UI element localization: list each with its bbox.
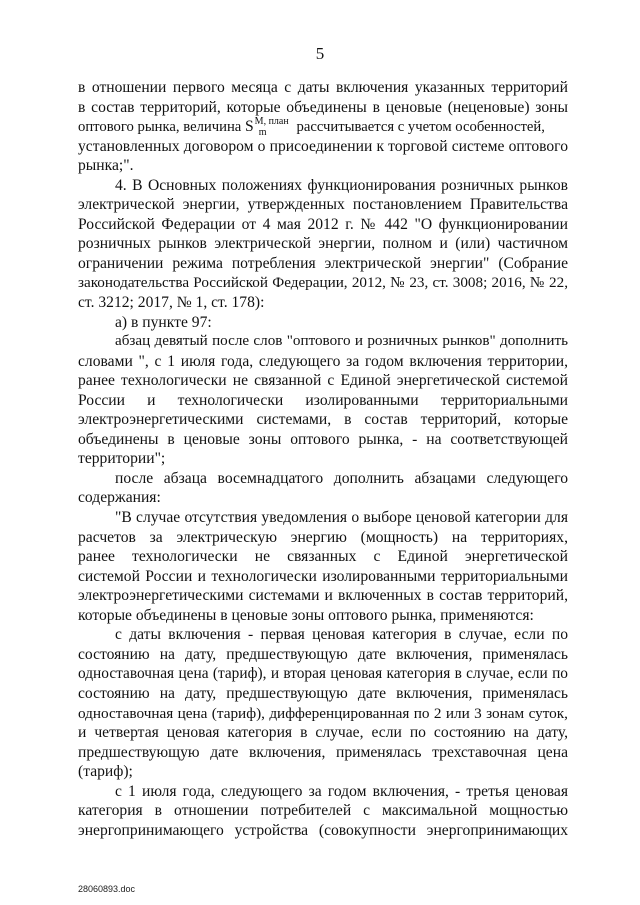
text-line: рынка;".: [78, 157, 134, 175]
paragraph-first-line: абзац девятый после слов "оптового и розничных рынков" дополнить: [115, 333, 568, 350]
text-line: Российской Федерации от 4 мая 2012 г. № 442 "О функционировании: [78, 215, 568, 233]
formula-prefix-text: оптового рынка, величина: [78, 119, 245, 136]
page-number: 5: [315, 44, 325, 63]
text-line: ранее технологически не связанных с Единой энергетической: [78, 548, 568, 566]
paragraph-first-line: а) в пункте 97:: [115, 313, 212, 331]
text-line: ранее технологически не связанной с Единой энергетической системой: [78, 372, 568, 390]
text-line: объединены в ценовые зоны оптового рынка, - на соответствующей: [78, 430, 568, 448]
text-line: ст. 3212; 2017, № 1, ст. 178):: [78, 294, 265, 312]
text-line: и четвертая ценовая категория в случае, если по состоянию на дату,: [78, 724, 568, 742]
text-line: законодательства Российской Федерации, 2012, № 23, ст. 3008; 2016, № 22,: [78, 274, 568, 292]
formula-main-letter: S: [244, 118, 254, 136]
paragraph-first-line: после абзаца восемнадцатого дополнить абзацами следующего: [115, 469, 568, 487]
paragraph-first-line: с 1 июля года, следующего за годом включения, - третья ценовая: [115, 782, 568, 800]
formula-symbol: [244, 116, 289, 139]
text-line: расчетов за электрическую энергию (мощность) на территориях,: [78, 528, 568, 546]
document-body: [78, 78, 568, 840]
text-line: территории";: [78, 450, 166, 468]
text-line: в состав территорий, которые объединены в ценовые (неценовые) зоны: [78, 98, 568, 116]
text-line: установленных договором о присоединении к торговой системе оптового: [78, 137, 568, 155]
text-line: России и технологически изолированными территориальными: [78, 391, 568, 409]
text-line-with-formula: [78, 117, 568, 137]
text-line: категория в отношении потребителей с максимальной мощностью: [78, 802, 568, 820]
text-line: состоянию на дату, предшествующую дате включения, применялась: [78, 645, 568, 663]
text-line: электрической энергии, утвержденных постановлением Правительства: [78, 196, 568, 214]
text-line: которые объединены в ценовые зоны оптового рынка, применяются:: [78, 606, 534, 624]
text-line: розничных рынков электрической энергии, полном и (или) частичном: [78, 235, 568, 253]
paragraph-first-line: "В случае отсутствия уведомления о выборе ценовой категории для: [115, 509, 568, 527]
text-line: (тариф);: [78, 763, 133, 781]
text-line: энергопринимающего устройства (совокупности энергопринимающих: [78, 821, 568, 839]
formula-superscript: M, план: [254, 116, 289, 128]
formula-suffix-text: рассчитывается с учетом особенностей,: [296, 119, 545, 136]
text-line: системой России и технологически изолированными территориальными: [78, 567, 568, 585]
text-line: словами ", с 1 июля года, следующего за годом включения территории,: [78, 352, 568, 370]
text-line: содержания:: [78, 489, 161, 507]
text-line: предшествующую дате включения, применялась трехставочная цена: [78, 743, 568, 761]
paragraph-first-line: с даты включения - первая ценовая категория в случае, если по: [115, 626, 568, 644]
text-line: электроэнергетическими системами, в состав территорий, которые: [78, 411, 568, 429]
text-line: в отношении первого месяца с даты включения указанных территорий: [78, 79, 568, 96]
text-line: одноставочная цена (тариф), дифференцированная по 2 или 3 зонам суток,: [78, 704, 568, 722]
text-line: одноставочная цена (тариф), и вторая ценовая категория в случае, если по: [78, 665, 568, 683]
text-line: ограничении режима потребления электрической энергии" (Собрание: [78, 254, 568, 272]
text-line: состоянию на дату, предшествующую дате включения, применялась: [78, 684, 568, 702]
footer-filename: 28060893.doc: [78, 884, 136, 894]
text-line: электроэнергетическими системами и включенных в состав территорий,: [78, 587, 568, 605]
paragraph-first-line: 4. В Основных положениях функционирования розничных рынков: [115, 176, 568, 194]
formula-subscript: m: [258, 127, 267, 139]
